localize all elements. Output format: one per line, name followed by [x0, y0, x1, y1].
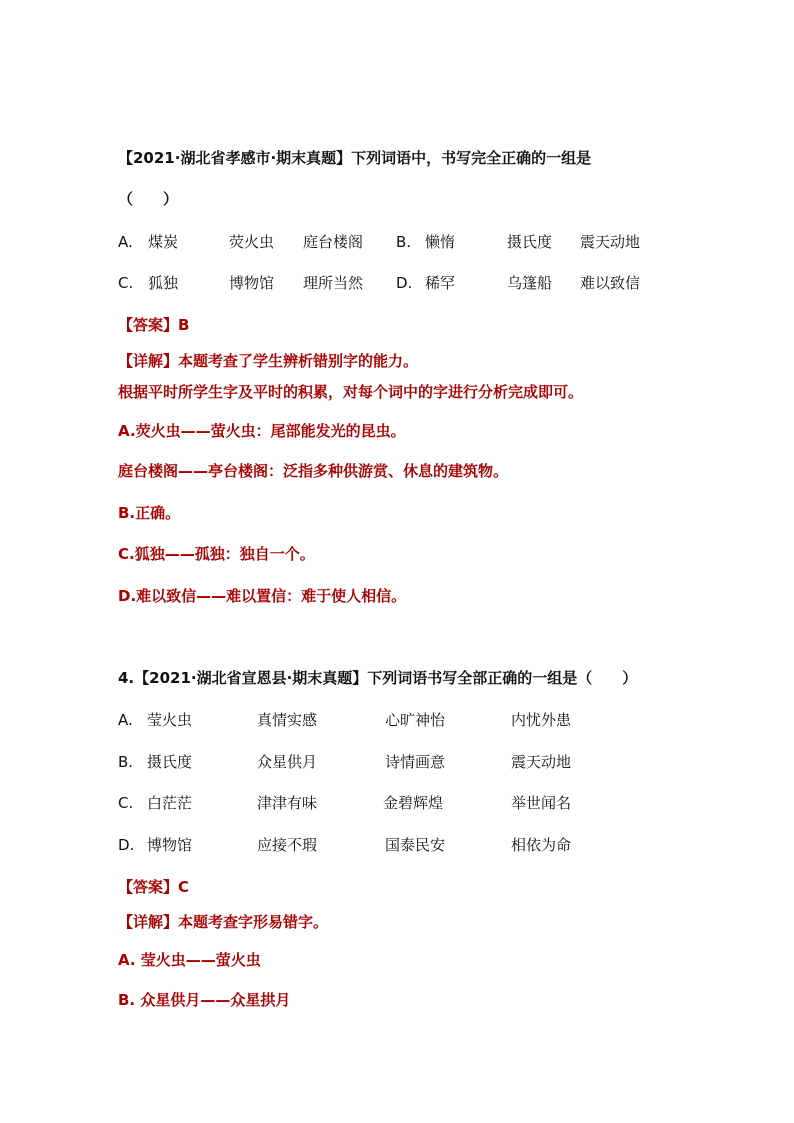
- question-4-option-b: [118, 752, 678, 772]
- option-label: C.: [118, 794, 134, 812]
- option-word: 应接不瑕: [257, 836, 318, 854]
- option-c-word: 理所当然: [303, 274, 364, 292]
- option-a-label: A.: [118, 233, 133, 251]
- option-word: 内忧外患: [511, 711, 572, 729]
- option-word: 博物馆: [147, 836, 193, 854]
- question-4-option-a: [118, 710, 678, 730]
- question-3-options-row-2: [118, 273, 678, 293]
- question-3-answer-blank: （ ）: [118, 190, 179, 208]
- question-3-stem: 【2021·湖北省孝感市·期末真题】下列词语中，书写完全正确的一组是: [118, 149, 592, 167]
- option-word: 金碧辉煌: [383, 794, 444, 812]
- explanation-line: B.正确。: [118, 504, 181, 522]
- option-word: 举世闻名: [511, 794, 572, 812]
- option-word: 国泰民安: [385, 836, 446, 854]
- explanation-line: 庭台楼阁——亭台楼阁：泛指多种供游赏、休息的建筑物。: [118, 462, 509, 480]
- question-4-detail: [118, 912, 328, 932]
- explanation-line: B. 众星供月——众星拱月: [118, 991, 291, 1009]
- option-word: 白茫茫: [147, 794, 193, 812]
- detail-tag: 【详解】: [118, 352, 179, 370]
- option-a-word: 煤炭: [148, 233, 179, 251]
- option-label: A.: [118, 711, 133, 729]
- option-b-word: 摄氏度: [507, 233, 553, 251]
- explanation-line: C.狐独——孤独：独自一个。: [118, 545, 315, 563]
- answer-value: B: [178, 316, 190, 334]
- question-4-option-d: [118, 835, 678, 855]
- option-word: 震天动地: [511, 753, 572, 771]
- option-b-word: 懒惰: [425, 233, 456, 251]
- option-label: D.: [118, 836, 135, 854]
- option-d-word: 乌篷船: [507, 274, 553, 292]
- detail-text: 本题考查了学生辨析错别字的能力。: [178, 352, 419, 370]
- option-a-word: 庭台楼阁: [303, 233, 364, 251]
- question-4-option-c: [118, 793, 678, 813]
- explanation-line: A.荧火虫——萤火虫：尾部能发光的昆虫。: [118, 422, 406, 440]
- option-word: 莹火虫: [147, 711, 193, 729]
- detail-text: 本题考查字形易错字。: [178, 913, 329, 931]
- option-word: 诗情画意: [385, 753, 446, 771]
- explanation-line: A. 莹火虫——萤火虫: [118, 951, 261, 969]
- option-b-word: 震天动地: [580, 233, 641, 251]
- question-3-options-row-1: [118, 232, 678, 252]
- option-d-label: D.: [396, 274, 413, 292]
- answer-value: C: [178, 878, 190, 896]
- option-c-word: 博物馆: [229, 274, 275, 292]
- explanation-line: D.难以致信——难以置信：难于使人相信。: [118, 587, 407, 605]
- option-word: 真情实感: [257, 711, 318, 729]
- option-word: 相依为命: [511, 836, 572, 854]
- option-word: 津津有味: [257, 794, 318, 812]
- option-word: 众星供月: [257, 753, 318, 771]
- option-c-label: C.: [118, 274, 134, 292]
- option-d-word: 难以致信: [580, 274, 641, 292]
- detail-tag: 【详解】: [118, 913, 179, 931]
- option-b-label: B.: [396, 233, 412, 251]
- option-c-word: 狐独: [148, 274, 179, 292]
- answer-tag: 【答案】: [118, 878, 179, 896]
- question-3-detail: [118, 351, 418, 371]
- answer-tag: 【答案】: [118, 316, 179, 334]
- question-3-answer: [118, 315, 189, 335]
- question-4-answer: [118, 877, 189, 897]
- option-d-word: 稀罕: [425, 274, 456, 292]
- option-a-word: 荧火虫: [229, 233, 275, 251]
- option-word: 摄氏度: [147, 753, 193, 771]
- explanation-line: 根据平时所学生字及平时的积累，对每个词中的字进行分析完成即可。: [118, 383, 584, 401]
- question-4-stem: 4.【2021·湖北省宣恩县·期末真题】下列词语书写全部正确的一组是（ ）: [118, 669, 638, 687]
- option-label: B.: [118, 753, 134, 771]
- option-word: 心旷神怡: [385, 711, 446, 729]
